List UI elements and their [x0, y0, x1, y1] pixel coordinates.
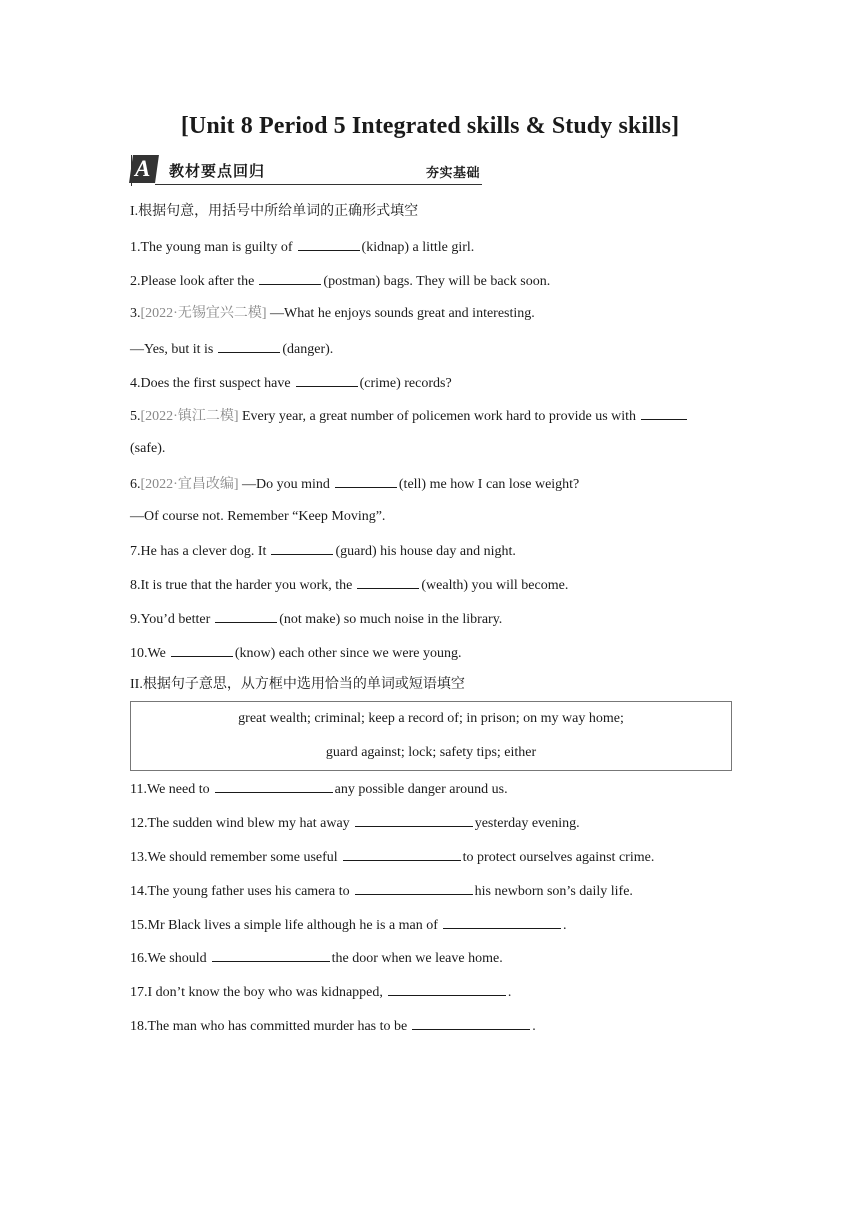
question-text: 13.We should remember some useful: [130, 850, 338, 865]
question-text: 4.Does the first suspect have: [130, 376, 291, 391]
question-text: 1.The young man is guilty of: [130, 240, 293, 255]
question-number: 5.: [130, 409, 141, 424]
question-6: [130, 474, 579, 494]
answer-blank[interactable]: [357, 575, 419, 589]
question-text: Every year, a great number of policemen work hard to provide us with: [238, 409, 637, 424]
question-3-reply: [130, 339, 333, 359]
question-text: 8.It is true that the harder you work, the: [130, 578, 353, 593]
word-bank-line: great wealth; criminal; keep a record of; in prison; on my way home;: [238, 711, 624, 726]
question-source: [2022·宜昌改编]: [140, 477, 239, 492]
question-13: [130, 847, 654, 867]
question-text: any possible danger around us.: [334, 782, 508, 797]
question-text: (postman) bags. They will be back soon.: [323, 274, 551, 289]
question-text: 12.The sudden wind blew my hat away: [130, 816, 350, 831]
question-11: [130, 779, 508, 799]
question-number: 6.: [130, 477, 141, 492]
question-15: [130, 915, 566, 935]
answer-blank[interactable]: [259, 271, 321, 285]
question-text: his newborn son’s daily life.: [474, 884, 633, 899]
question-6-reply: [130, 508, 385, 526]
question-text: 14.The young father uses his camera to: [130, 884, 350, 899]
section1-heading: I.根据句意，用括号中所给单词的正确形式填空: [130, 204, 419, 219]
question-number: 3.: [130, 306, 141, 321]
question-text: 9.You’d better: [130, 612, 211, 627]
question-text: 10.We: [130, 646, 166, 661]
answer-blank[interactable]: [215, 609, 277, 623]
question-8: [130, 575, 568, 595]
question-text: (tell) me how I can lose weight?: [398, 477, 580, 492]
question-14: [130, 881, 633, 901]
question-18: [130, 1016, 536, 1036]
question-text: 15.Mr Black lives a simple life although he is a man of: [130, 918, 438, 933]
question-7: [130, 541, 516, 561]
question-source: [2022·无锡宜兴二模]: [140, 306, 267, 321]
question-text: (know) each other since we were young.: [234, 646, 462, 661]
answer-blank[interactable]: [271, 541, 333, 555]
answer-blank[interactable]: [171, 643, 233, 657]
answer-blank[interactable]: [335, 474, 397, 488]
question-9: [130, 609, 502, 629]
question-text: —What he enjoys sounds great and interesting.: [266, 306, 535, 321]
page-title: [Unit 8 Period 5 Integrated skills & Study skills]: [180, 113, 680, 139]
question-text: 16.We should: [130, 951, 207, 966]
answer-blank[interactable]: [388, 982, 506, 996]
question-17: [130, 982, 511, 1002]
question-text: yesterday evening.: [474, 816, 580, 831]
question-text: .: [562, 918, 567, 933]
question-text: (safe).: [130, 441, 166, 456]
answer-blank[interactable]: [298, 237, 360, 251]
banner-tag: 夯实基础: [425, 166, 480, 181]
banner-badge-letter: A: [135, 156, 151, 181]
answer-blank[interactable]: [443, 915, 561, 929]
answer-blank[interactable]: [355, 813, 473, 827]
question-text: 7.He has a clever dog. It: [130, 544, 267, 559]
answer-blank[interactable]: [212, 948, 330, 962]
question-text: the door when we leave home.: [331, 951, 503, 966]
question-text: (crime) records?: [359, 376, 452, 391]
question-2: [130, 271, 550, 291]
question-5-cont: [130, 440, 165, 458]
question-text: 18.The man who has committed murder has to be: [130, 1019, 408, 1034]
question-text: —Of course not. Remember “Keep Moving”.: [130, 509, 386, 524]
question-3: [130, 305, 535, 323]
question-12: [130, 813, 580, 833]
answer-blank[interactable]: [343, 847, 461, 861]
question-4: [130, 373, 452, 393]
answer-blank[interactable]: [218, 339, 280, 353]
question-text: 17.I don’t know the boy who was kidnapped,: [130, 985, 383, 1000]
question-10: [130, 643, 461, 663]
question-text: —Do you mind: [238, 477, 330, 492]
section-banner: [131, 155, 482, 186]
question-text: 11.We need to: [130, 782, 210, 797]
question-text: (danger).: [282, 342, 334, 357]
section2-heading: II.根据句子意思，从方框中选用恰当的单词或短语填空: [130, 677, 465, 692]
question-text: 2.Please look after the: [130, 274, 255, 289]
question-text: —Yes, but it is: [130, 342, 214, 357]
question-5: [130, 406, 689, 426]
answer-blank[interactable]: [641, 406, 687, 420]
question-1: [130, 237, 474, 257]
banner-rule: [155, 184, 482, 185]
question-text: (wealth) you will become.: [421, 578, 569, 593]
question-text: .: [507, 985, 512, 1000]
answer-blank[interactable]: [296, 373, 358, 387]
word-bank-box: [130, 701, 732, 771]
question-text: (not make) so much noise in the library.: [279, 612, 503, 627]
banner-label: 教材要点回归: [169, 162, 266, 180]
answer-blank[interactable]: [355, 881, 473, 895]
question-text: (kidnap) a little girl.: [361, 240, 475, 255]
question-text: .: [532, 1019, 536, 1034]
question-text: (guard) his house day and night.: [335, 544, 516, 559]
question-source: [2022·镇江二模]: [140, 409, 239, 424]
word-bank-line: guard against; lock; safety tips; either: [325, 745, 537, 760]
question-16: [130, 948, 503, 968]
answer-blank[interactable]: [412, 1016, 530, 1030]
answer-blank[interactable]: [215, 779, 333, 793]
question-text: to protect ourselves against crime.: [462, 850, 655, 865]
